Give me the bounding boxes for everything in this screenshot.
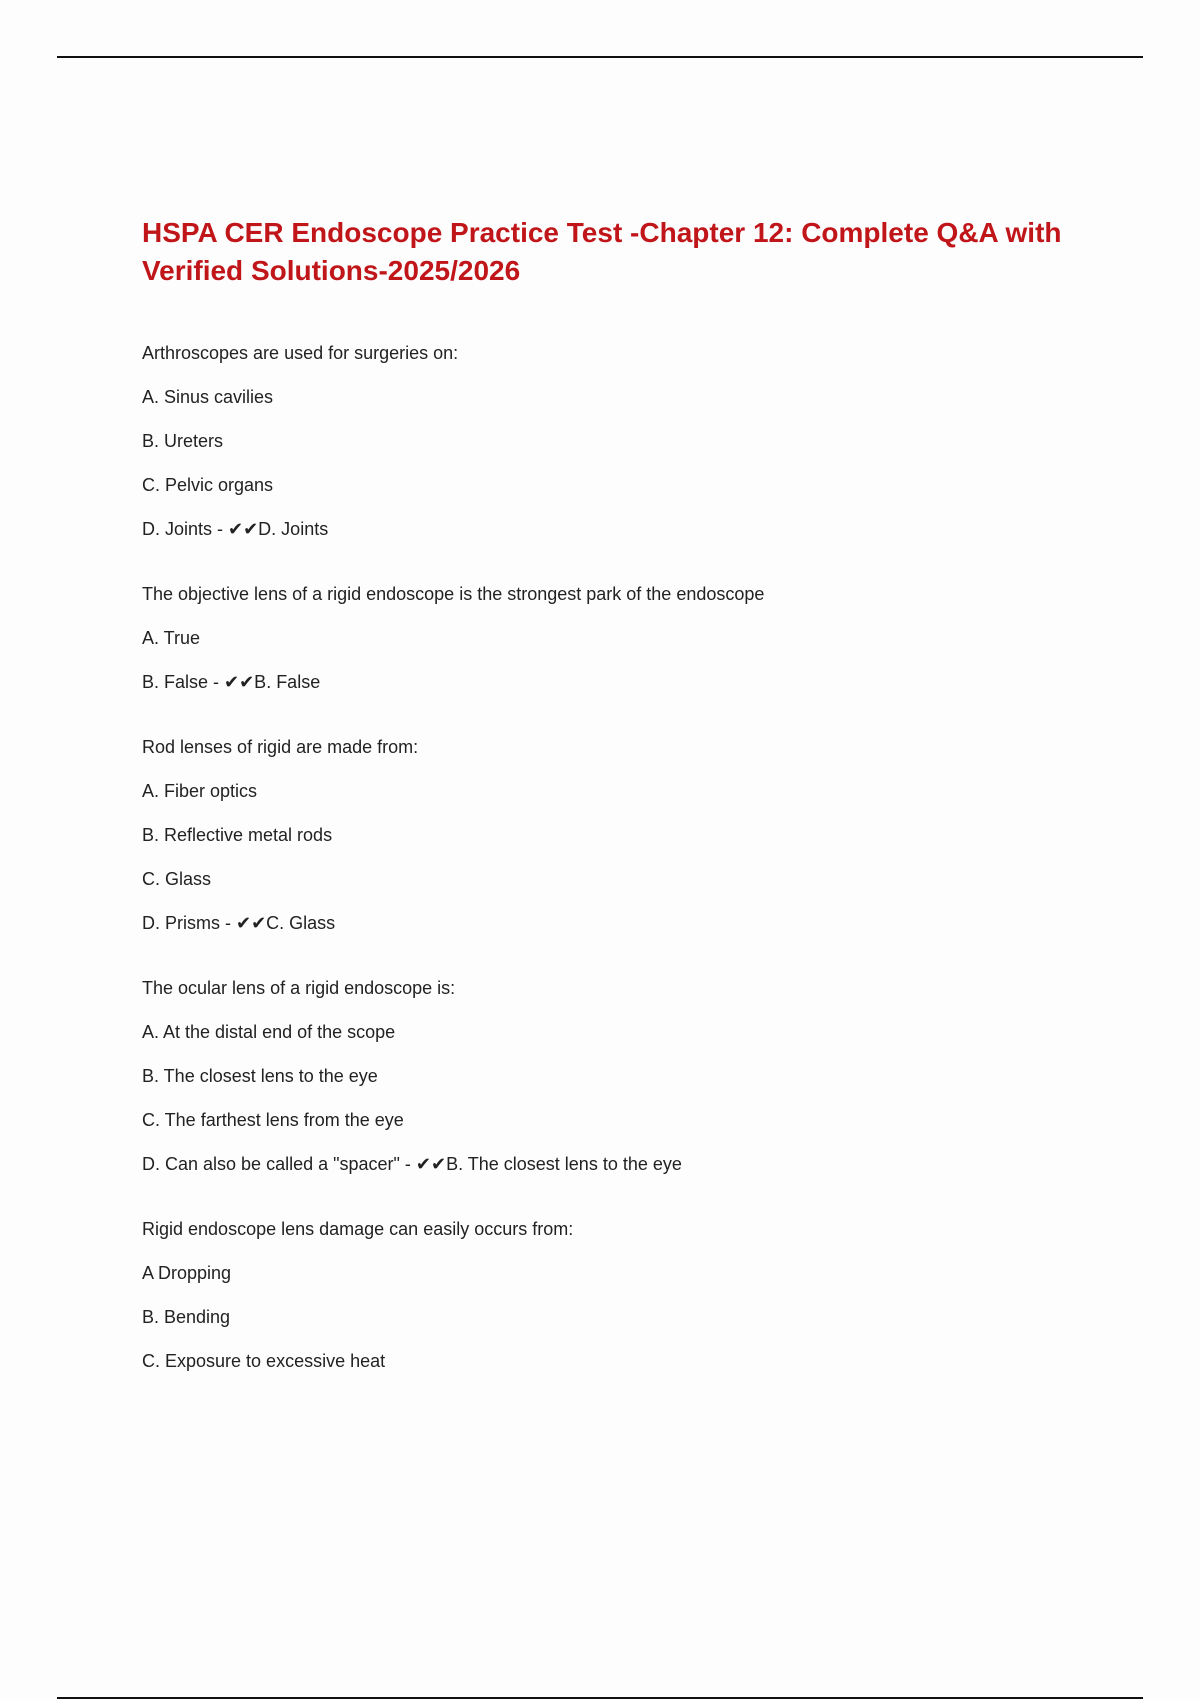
answer-option: B. Ureters — [142, 431, 224, 451]
question-prompt: The ocular lens of a rigid endoscope is: — [142, 978, 456, 998]
question-prompt: Rigid endoscope lens damage can easily occurs from: — [142, 1219, 574, 1239]
answer-option: A Dropping — [142, 1263, 232, 1283]
question-4 — [142, 977, 1062, 1175]
answer-option-with-solution: D. Prisms - ✔✔C. Glass — [142, 913, 336, 933]
question-3 — [142, 736, 1062, 934]
question-prompt: Rod lenses of rigid are made from: — [142, 737, 419, 757]
answer-option-with-solution: B. False - ✔✔B. False — [142, 672, 321, 692]
question-2 — [142, 583, 1062, 693]
answer-option: B. Reflective metal rods — [142, 825, 333, 845]
answer-option: A. Sinus cavilies — [142, 387, 274, 407]
answer-option-with-solution: D. Joints - ✔✔D. Joints — [142, 519, 329, 539]
answer-option-with-solution: D. Can also be called a "spacer" - ✔✔B. The closest lens to the eye — [142, 1154, 682, 1174]
question-prompt: Arthroscopes are used for surgeries on: — [142, 343, 459, 363]
answer-option: B. Bending — [142, 1307, 231, 1327]
answer-option: C. Pelvic organs — [142, 475, 274, 495]
document-body — [142, 214, 1062, 1415]
question-prompt: The objective lens of a rigid endoscope is the strongest park of the endoscope — [142, 584, 765, 604]
answer-option: C. The farthest lens from the eye — [142, 1110, 404, 1130]
answer-option: B. The closest lens to the eye — [142, 1066, 378, 1086]
question-1 — [142, 342, 1062, 540]
header-rule — [57, 56, 1143, 58]
footer-rule — [57, 1697, 1143, 1699]
answer-option: A. Fiber optics — [142, 781, 258, 801]
question-5 — [142, 1218, 1062, 1372]
answer-option: C. Exposure to excessive heat — [142, 1351, 386, 1371]
answer-option: A. At the distal end of the scope — [142, 1022, 396, 1042]
answer-option: C. Glass — [142, 869, 212, 889]
document-title: HSPA CER Endoscope Practice Test -Chapter 12: Complete Q&A with Verified Solutions-2025/2026 — [142, 217, 1062, 286]
answer-option: A. True — [142, 628, 201, 648]
